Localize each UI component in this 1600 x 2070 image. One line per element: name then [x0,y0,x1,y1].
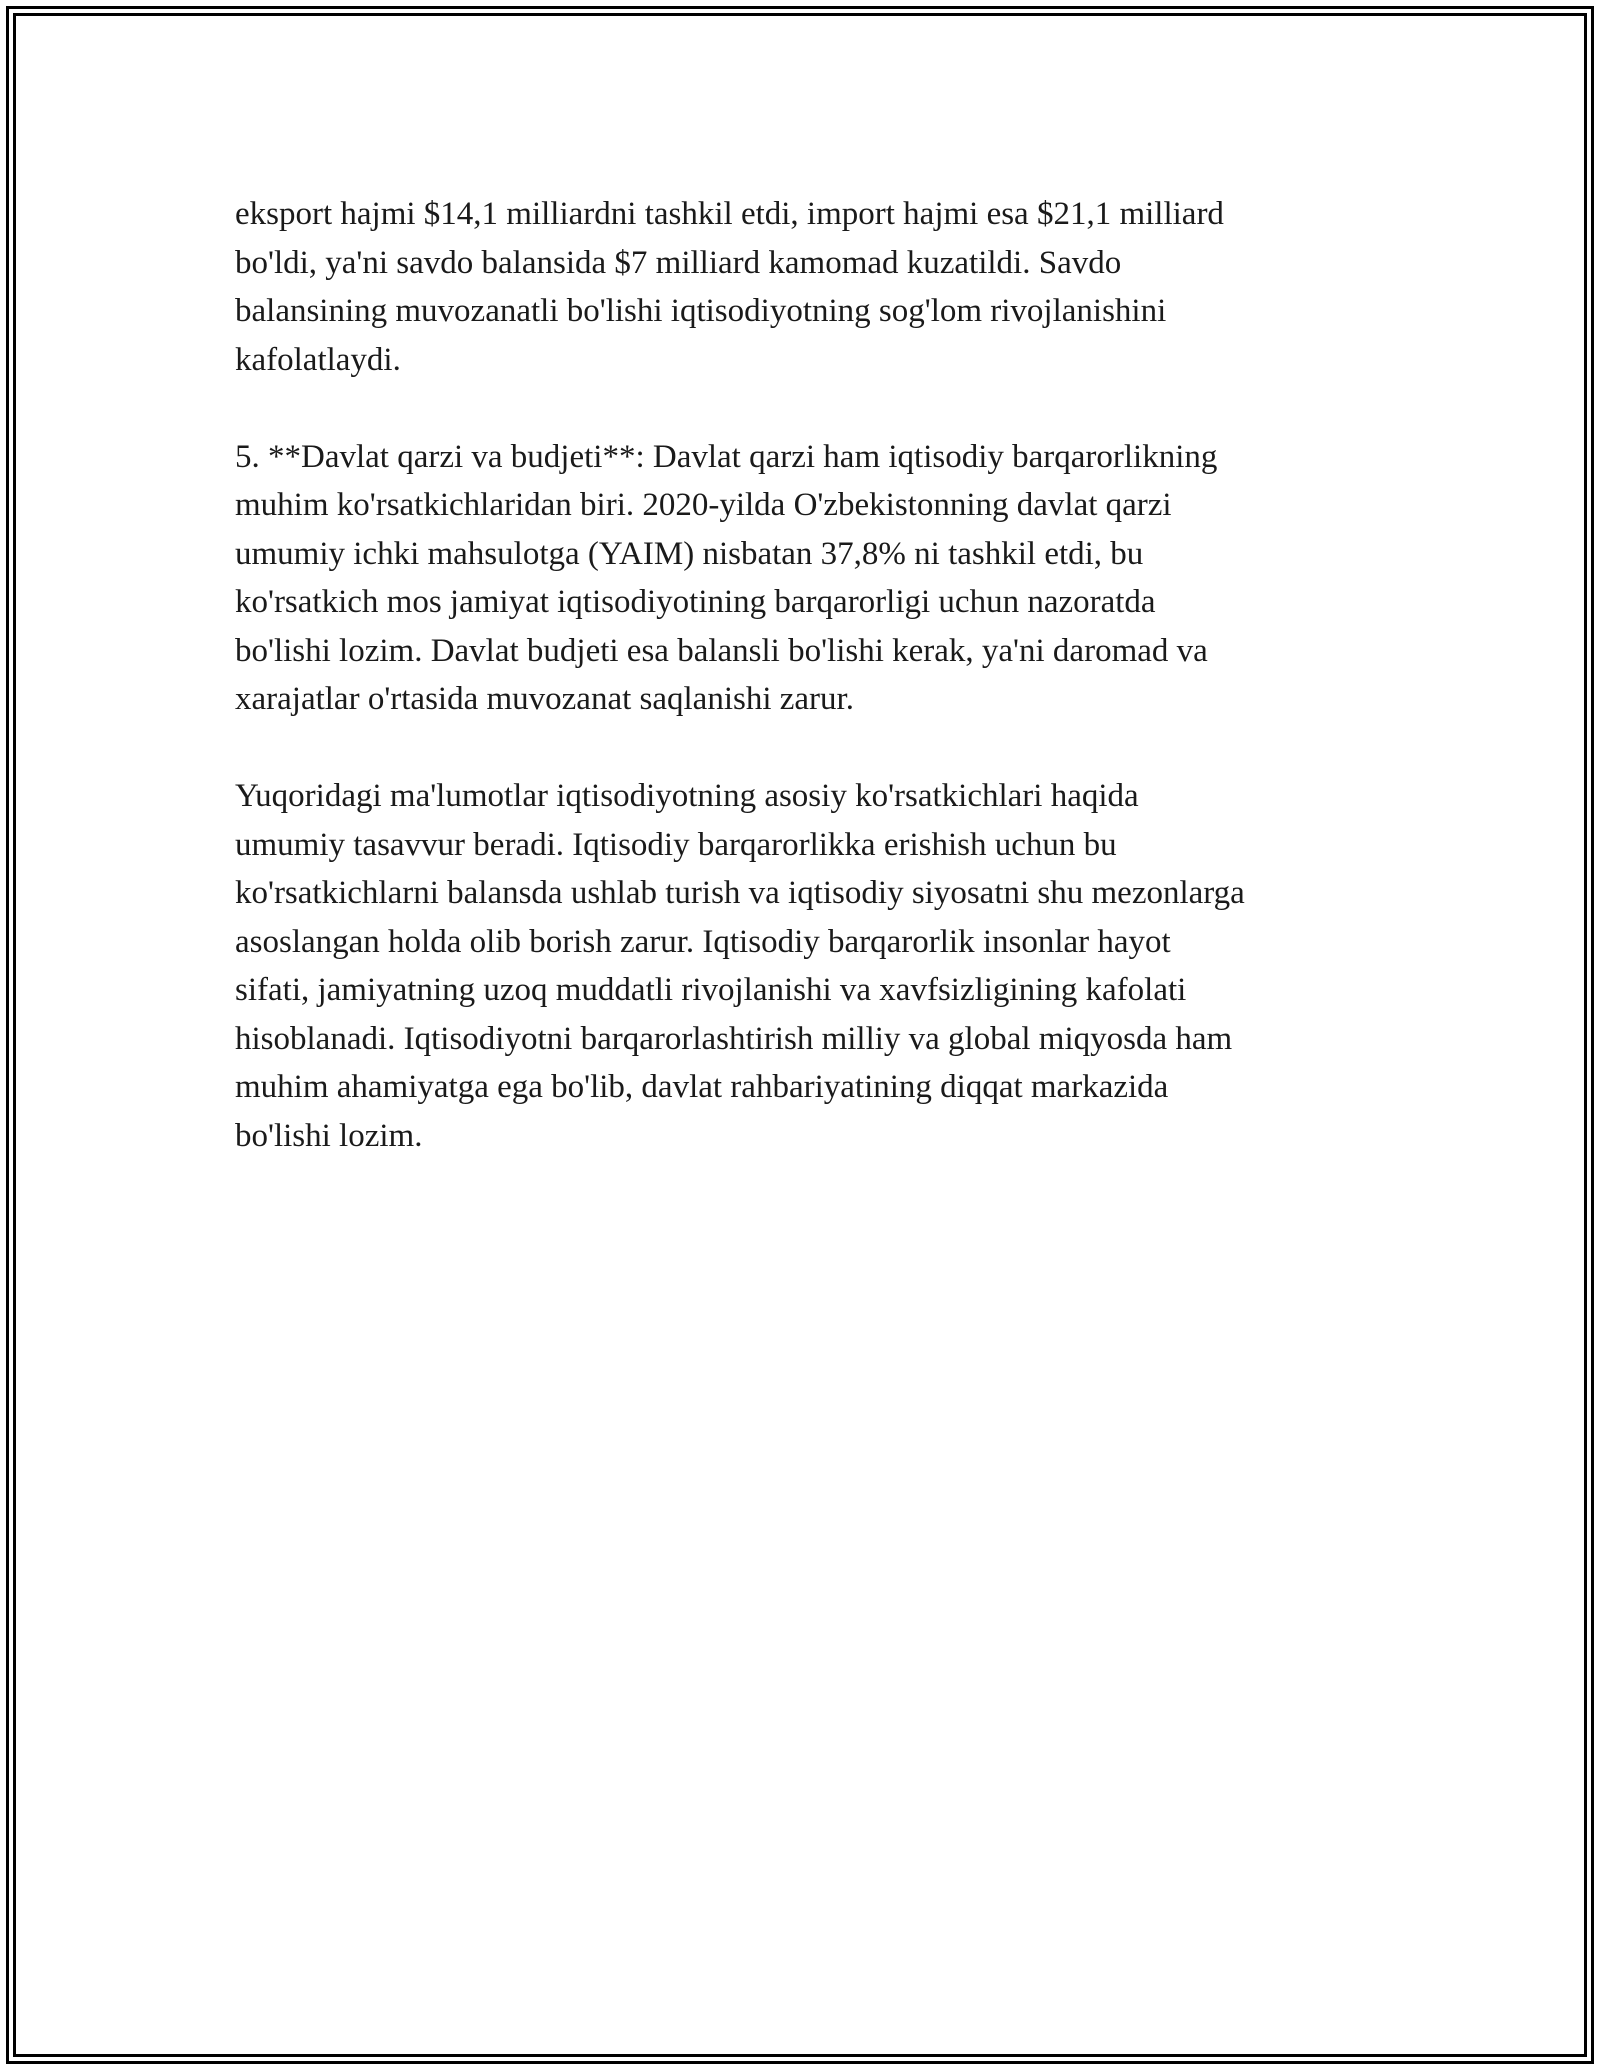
paragraph-public-debt-budget: 5. **Davlat qarzi va budjeti**: Davlat qarzi ham iqtisodiy barqarorlikning muhim ko'rsatkichlaridan biri. 2020-yilda O'zbekistonning davlat qarzi umumiy ichki mahsulotga (YAIM) nisbatan 37,8% ni tashkil etdi, bu ko'rsatkich mos jamiyat iqtisodiyotining barqarorligi uchun nazoratda bo'lishi lozim. Davlat budjeti esa balansli bo'lishi kerak, ya'ni daromad va xarajatlar o'rtasida muvozanat saqlanishi zarur. [235,438,1218,717]
paragraph-conclusion: Yuqoridagi ma'lumotlar iqtisodiyotning asosiy ko'rsatkichlari haqida umumiy tasavvur beradi. Iqtisodiy barqarorlikka erishish uchun bu ko'rsatkichlarni balansda ushlab turish va iqtisodiy siyosatni shu mezonlarga asoslangan holda olib borish zarur. Iqtisodiy barqarorlik insonlar hayot sifati, jamiyatning uzoq muddatli rivojlanishi va xavfsizligining kafolati hisoblanadi. Iqtisodiyotni barqarorlashtirish milliy va global miqyosda ham muhim ahamiyatga ega bo'lib, davlat rahbariyatining diqqat markazida bo'lishi lozim. [235,778,1245,1154]
paragraph-trade-balance: eksport hajmi $14,1 milliardni tashkil etdi, import hajmi esa $21,1 milliard bo'ldi, ya'ni savdo balansida $7 milliard kamomad kuzatildi. Savdo balansining muvozanatli bo'lishi iqtisodiyotning sog'lom rivojlanishini kafolatlaydi. [235,196,1224,378]
document-body [235,190,1375,1209]
